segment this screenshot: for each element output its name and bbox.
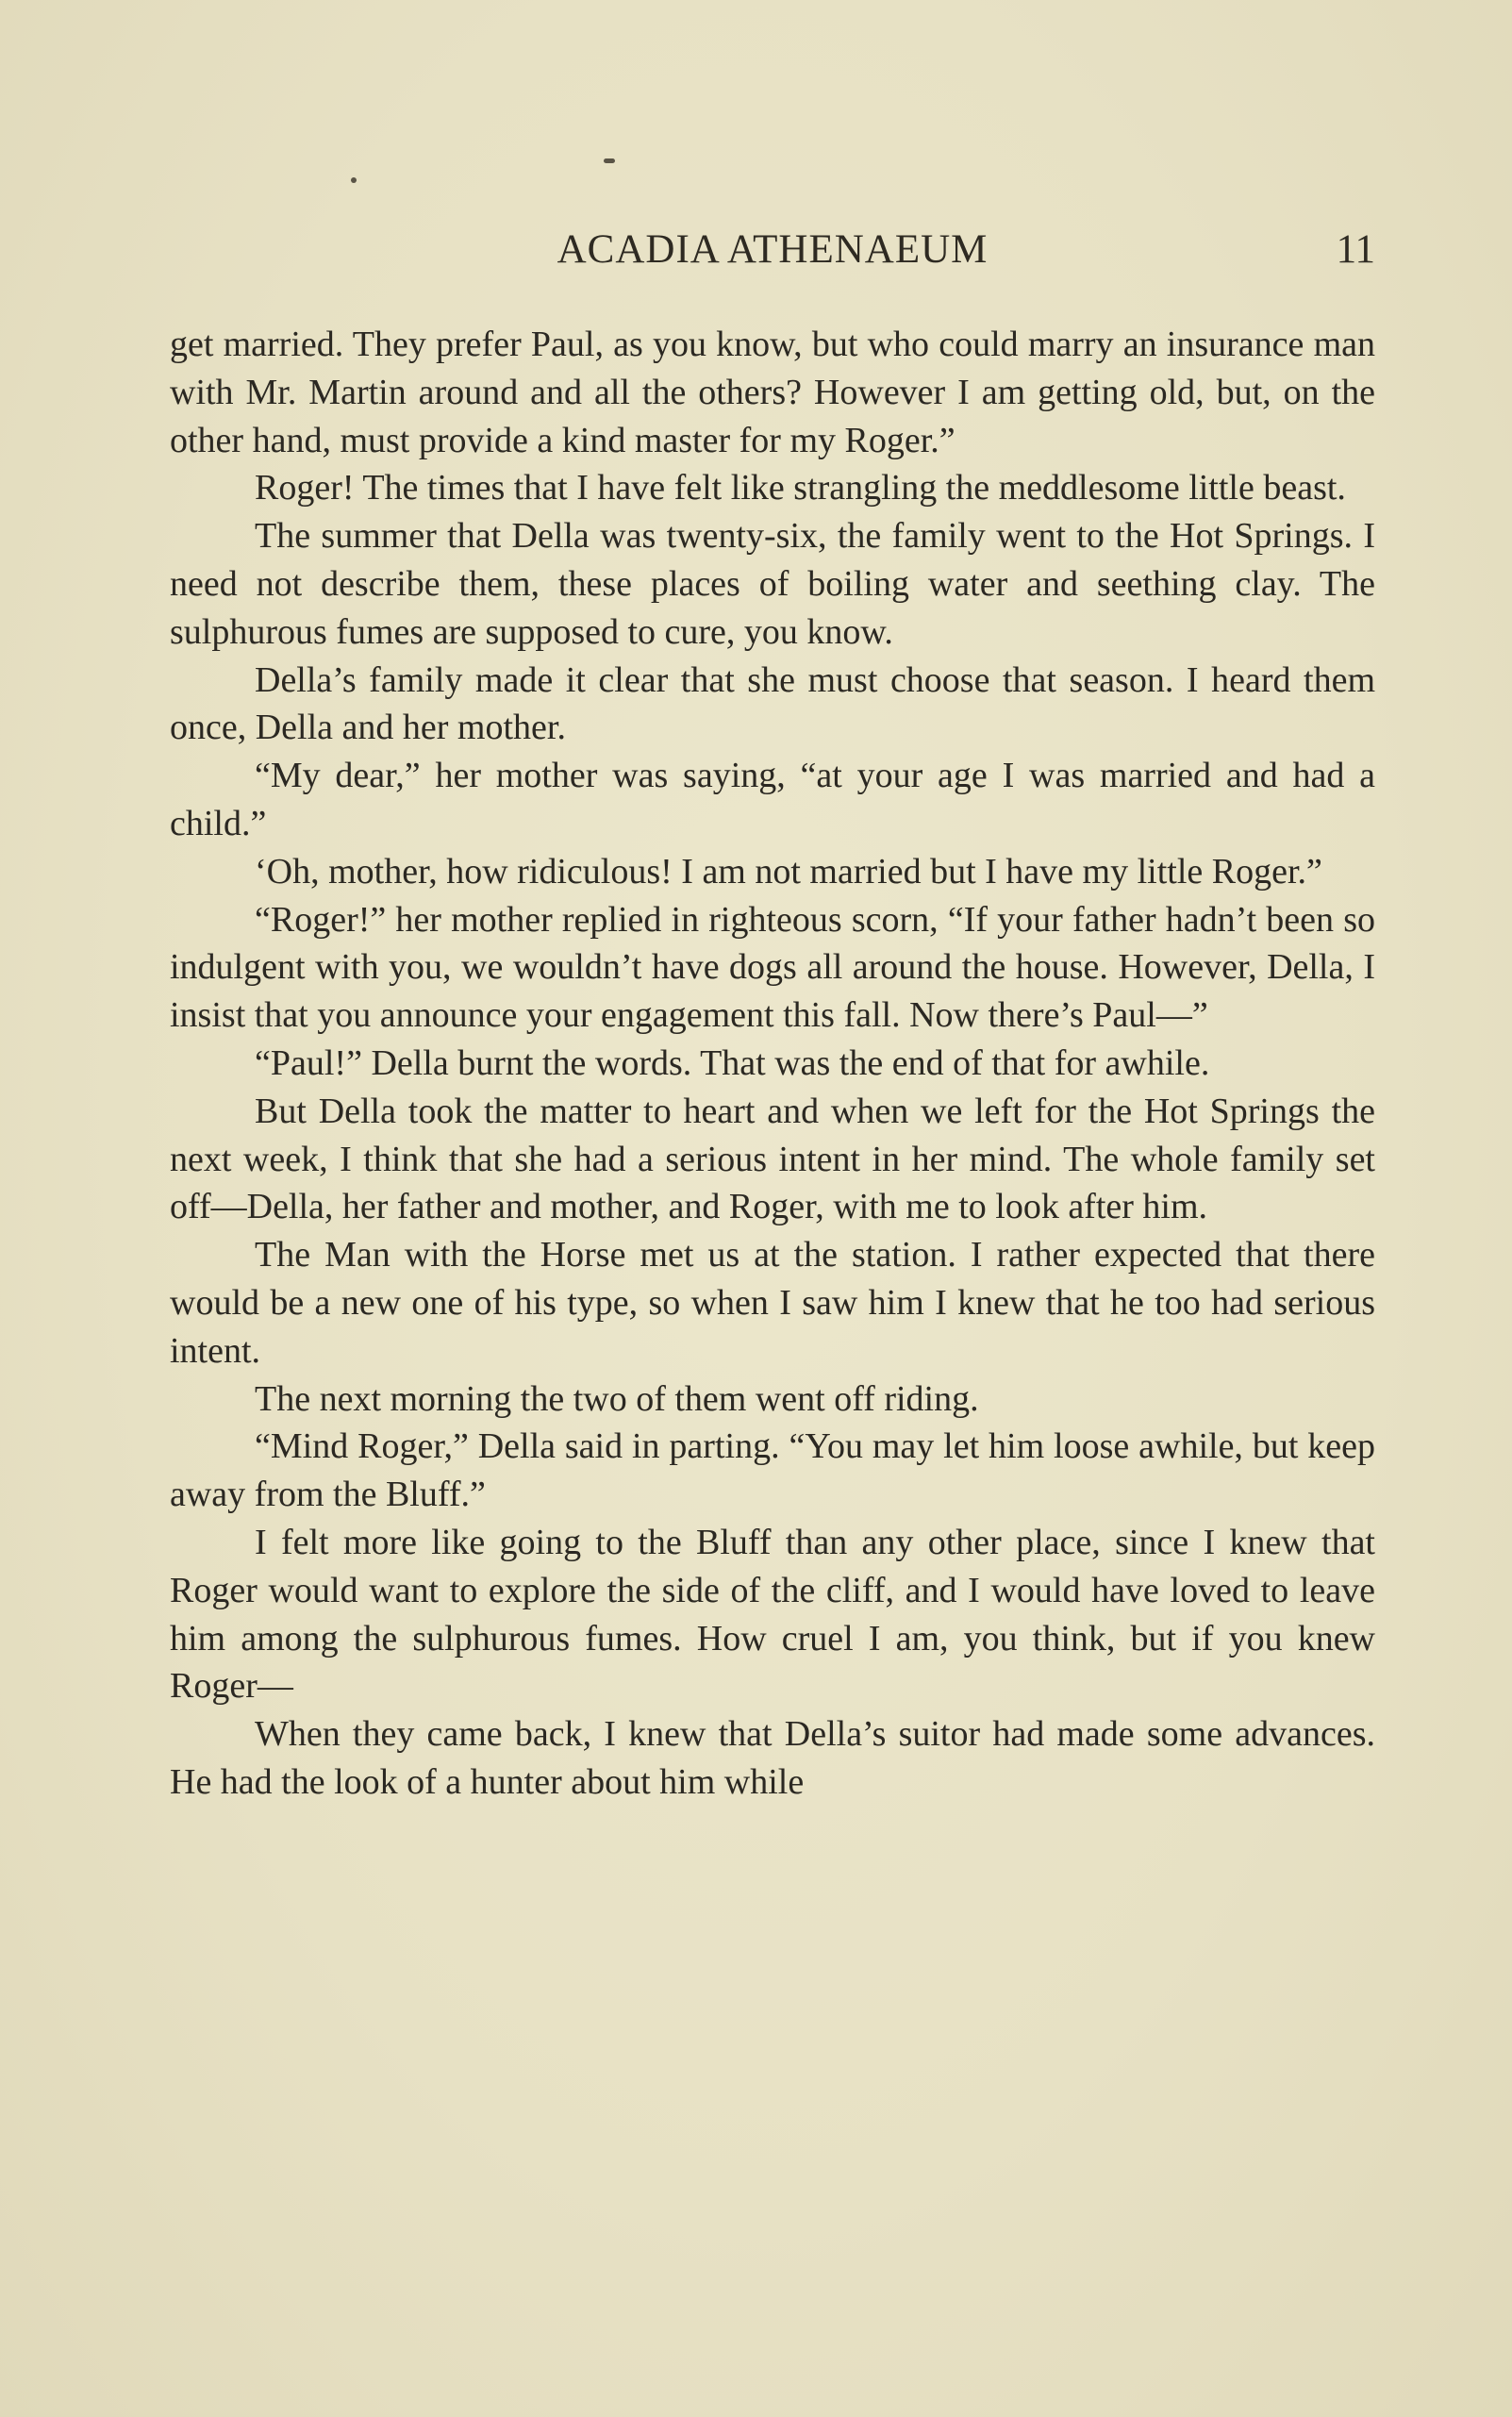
paragraph: Roger! The times that I have felt like strangling the meddlesome little beast. (255, 468, 1346, 508)
ink-speck (351, 177, 357, 183)
page-number: 11 (1336, 227, 1375, 272)
paragraph: ‘Oh, mother, how ridiculous! I am not married but I have my little Roger.” (255, 851, 1322, 892)
page-header (170, 219, 1375, 285)
paragraph: But Della took the matter to heart and when we left for the Hot Springs the next week, I think that she had a serious intent in her mind. The whole family set off—Della, her father and mother, and Roger, with me to look after him. (170, 1091, 1375, 1227)
paragraph: “My dear,” her mother was saying, “at your age I was married and had a child.” (170, 756, 1375, 843)
paragraph: “Roger!” her mother replied in righteous scorn, “If your father hadn’t been so indulgent with you, we wouldn’t have dogs all around the house. However, Della, I insist that you announce your engagement this fall. Now there’s Paul—” (170, 899, 1375, 1036)
ink-speck (604, 158, 615, 163)
paragraph: The summer that Della was twenty-six, the family went to the Hot Springs. I need not describe them, these places of boiling water and seething clay. The sulphurous fumes are supposed to cure, you know. (170, 516, 1375, 652)
body-text (170, 321, 1375, 1807)
paragraph: Della’s family made it clear that she must choose that season. I heard them once, Della and her mother. (170, 659, 1375, 748)
paragraph: The Man with the Horse met us at the station. I rather expected that there would be a new one of his type, so when I saw him I knew that he too had serious intent. (170, 1235, 1375, 1371)
running-head: ACADIA ATHENAEUM (557, 227, 989, 272)
paragraph: get married. They prefer Paul, as you know, but who could marry an insurance man with Mr. Martin around and all the others? However I am getting old, but, on the other hand, must provide a kind master for my Roger.” (170, 325, 1375, 460)
paragraph: “Mind Roger,” Della said in parting. “You may let him loose awhile, but keep away from the Bluff.” (170, 1426, 1375, 1515)
paragraph: I felt more like going to the Bluff than any other place, since I knew that Roger would want to explore the side of the cliff, and I would have loved to leave him among the sulphurous fumes. How cruel I am, you think, but if you knew Roger— (170, 1522, 1375, 1707)
paragraph: “Paul!” Della burnt the words. That was the end of that for awhile. (255, 1042, 1210, 1083)
paragraph: The next morning the two of them went off riding. (255, 1378, 979, 1419)
paragraph: When they came back, I knew that Della’s suitor had made some advances. He had the look of a hunter about him while (170, 1714, 1375, 1802)
